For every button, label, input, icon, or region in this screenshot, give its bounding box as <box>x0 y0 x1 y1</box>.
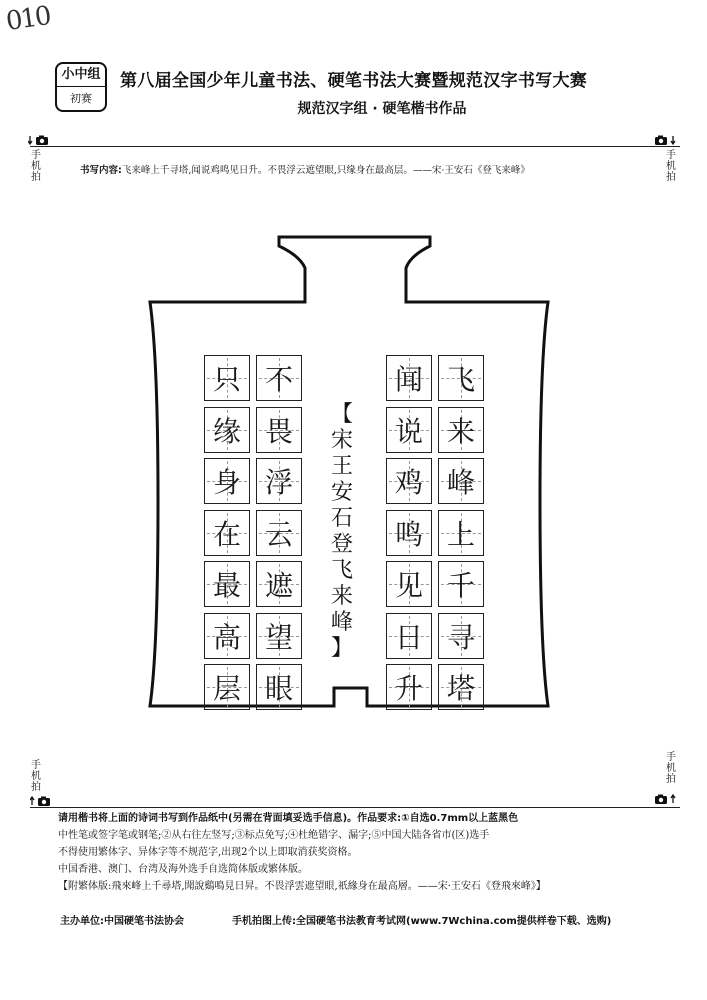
grid-cell <box>256 458 302 504</box>
author-column <box>320 402 364 660</box>
grid-character: 鸣 <box>394 517 423 551</box>
upload-info: 手机拍图上传:全国硬笔书法教育考试网(www.7Wchina.com提供样卷下载、选购) <box>232 916 612 927</box>
page-title: 第八届全国少年儿童书法、硬笔书法大赛暨规范汉字书写大赛 <box>120 71 588 91</box>
photo-label-bottom-left: 手 机 拍 <box>31 760 41 793</box>
grid-cell <box>204 458 250 504</box>
grid-character: 升 <box>394 672 423 705</box>
grid-character: 高 <box>212 620 241 654</box>
grid-cell <box>204 355 250 401</box>
grid-cell <box>438 458 484 504</box>
grid-character: 云 <box>264 517 293 551</box>
photo-label-top-left: 手 机 拍 <box>31 150 41 183</box>
grid-character: 飞 <box>446 363 475 396</box>
grid-character: 上 <box>446 517 475 551</box>
round-label: 初赛 <box>70 92 92 105</box>
grid-cell <box>204 664 250 710</box>
grid-cell <box>256 561 302 607</box>
grid-cell <box>204 613 250 659</box>
camera-mark-bottom-right <box>655 793 677 808</box>
author-char: 峰 <box>330 610 353 635</box>
grid-cell <box>256 355 302 401</box>
grid-character: 不 <box>264 363 293 396</box>
grid-cell <box>256 510 302 556</box>
grid-cell <box>386 613 432 659</box>
instructions-line: 请用楷书将上面的诗词书写到作品纸中(另需在背面填妥选手信息)。作品要求:①自选0.7mm以上蓝黑色 <box>58 813 519 824</box>
author-char: 宋 <box>330 428 353 453</box>
writing-content-text: 飞来峰上千寻塔,闻说鸡鸣见日升。不畏浮云遮望眼,只缘身在最高层。——宋·王安石《登飞来峰》 <box>121 165 530 176</box>
organizer: 主办单位:中国硬笔书法协会 <box>60 916 184 927</box>
grid-cell <box>386 510 432 556</box>
author-char: 王 <box>330 454 353 479</box>
grid-cell <box>204 561 250 607</box>
grid-cell <box>386 407 432 453</box>
grid-cell <box>204 510 250 556</box>
grid-character: 眼 <box>264 672 293 705</box>
grid-cell <box>256 407 302 453</box>
grid-character: 闻 <box>394 363 423 396</box>
grid-character: 缘 <box>212 414 241 448</box>
grid-cell <box>386 355 432 401</box>
page-subtitle: 规范汉字组 · 硬笔楷书作品 <box>297 101 467 117</box>
grid-character: 千 <box>446 569 475 602</box>
camera-icon <box>655 793 677 805</box>
instructions-line: 不得使用繁体字、异体字等不规范字,出现2个以上即取消获奖资格。 <box>58 847 358 858</box>
author-char: 飞 <box>330 558 353 583</box>
instructions <box>58 810 648 895</box>
author-char: 石 <box>330 506 353 531</box>
writing-content-label: 书写内容: <box>80 165 122 176</box>
grid-character: 在 <box>212 517 241 551</box>
grid-cell <box>438 407 484 453</box>
grid-character: 塔 <box>446 672 475 705</box>
photo-label-bottom-right: 手 机 拍 <box>666 752 676 785</box>
author-char: 登 <box>330 532 353 557</box>
grid-character: 说 <box>394 414 423 448</box>
grid-cell <box>256 664 302 710</box>
author-char: 【 <box>330 402 353 427</box>
instructions-line: 中国香港、澳门、台湾及海外选手自选简体版或繁体版。 <box>58 864 308 875</box>
grid-character: 畏 <box>264 414 293 448</box>
grid-character: 最 <box>212 569 241 602</box>
camera-icon <box>30 795 52 807</box>
grid-cell <box>386 561 432 607</box>
grid-cell <box>438 664 484 710</box>
grid-cell <box>204 407 250 453</box>
grid-cell <box>386 458 432 504</box>
grid-cell <box>438 510 484 556</box>
author-char: 安 <box>330 480 353 505</box>
instructions-line: 中性笔或签字笔或钢笔;②从右往左竖写;③标点免写;④杜绝错字、漏字;⑤中国大陆各省市(区)选手 <box>58 830 490 841</box>
group-label: 小中组 <box>57 64 105 87</box>
grid-cell <box>438 613 484 659</box>
grid-character: 遮 <box>264 569 293 602</box>
grid-cell <box>256 613 302 659</box>
grid-character: 寻 <box>446 620 475 654</box>
grid-cell <box>438 561 484 607</box>
handwritten-number: 010 <box>4 1 52 37</box>
grid-character: 来 <box>446 414 475 448</box>
grid-character: 只 <box>212 363 241 396</box>
author-char: 来 <box>330 584 353 609</box>
grid-character: 见 <box>394 569 423 602</box>
grid-cell <box>386 664 432 710</box>
grid-cell <box>438 355 484 401</box>
grid-character: 日 <box>394 620 423 654</box>
grid-character: 鸡 <box>394 466 423 499</box>
grid-character: 层 <box>212 672 241 705</box>
grid-character: 浮 <box>264 466 293 499</box>
traditional-version: 【附繁体版:飛來峰上千尋塔,聞說鷄鳴見日昇。不畏浮雲遮望眼,祇緣身在最高層。——宋·王安石《登飛來峰》】 <box>58 881 546 892</box>
grid-character: 峰 <box>446 466 475 499</box>
author-char: 】 <box>330 636 353 661</box>
grid-character: 望 <box>264 620 293 654</box>
photo-label-top-right: 手 机 拍 <box>666 150 676 183</box>
grid-character: 身 <box>212 466 241 499</box>
bottom-rule <box>30 807 680 808</box>
